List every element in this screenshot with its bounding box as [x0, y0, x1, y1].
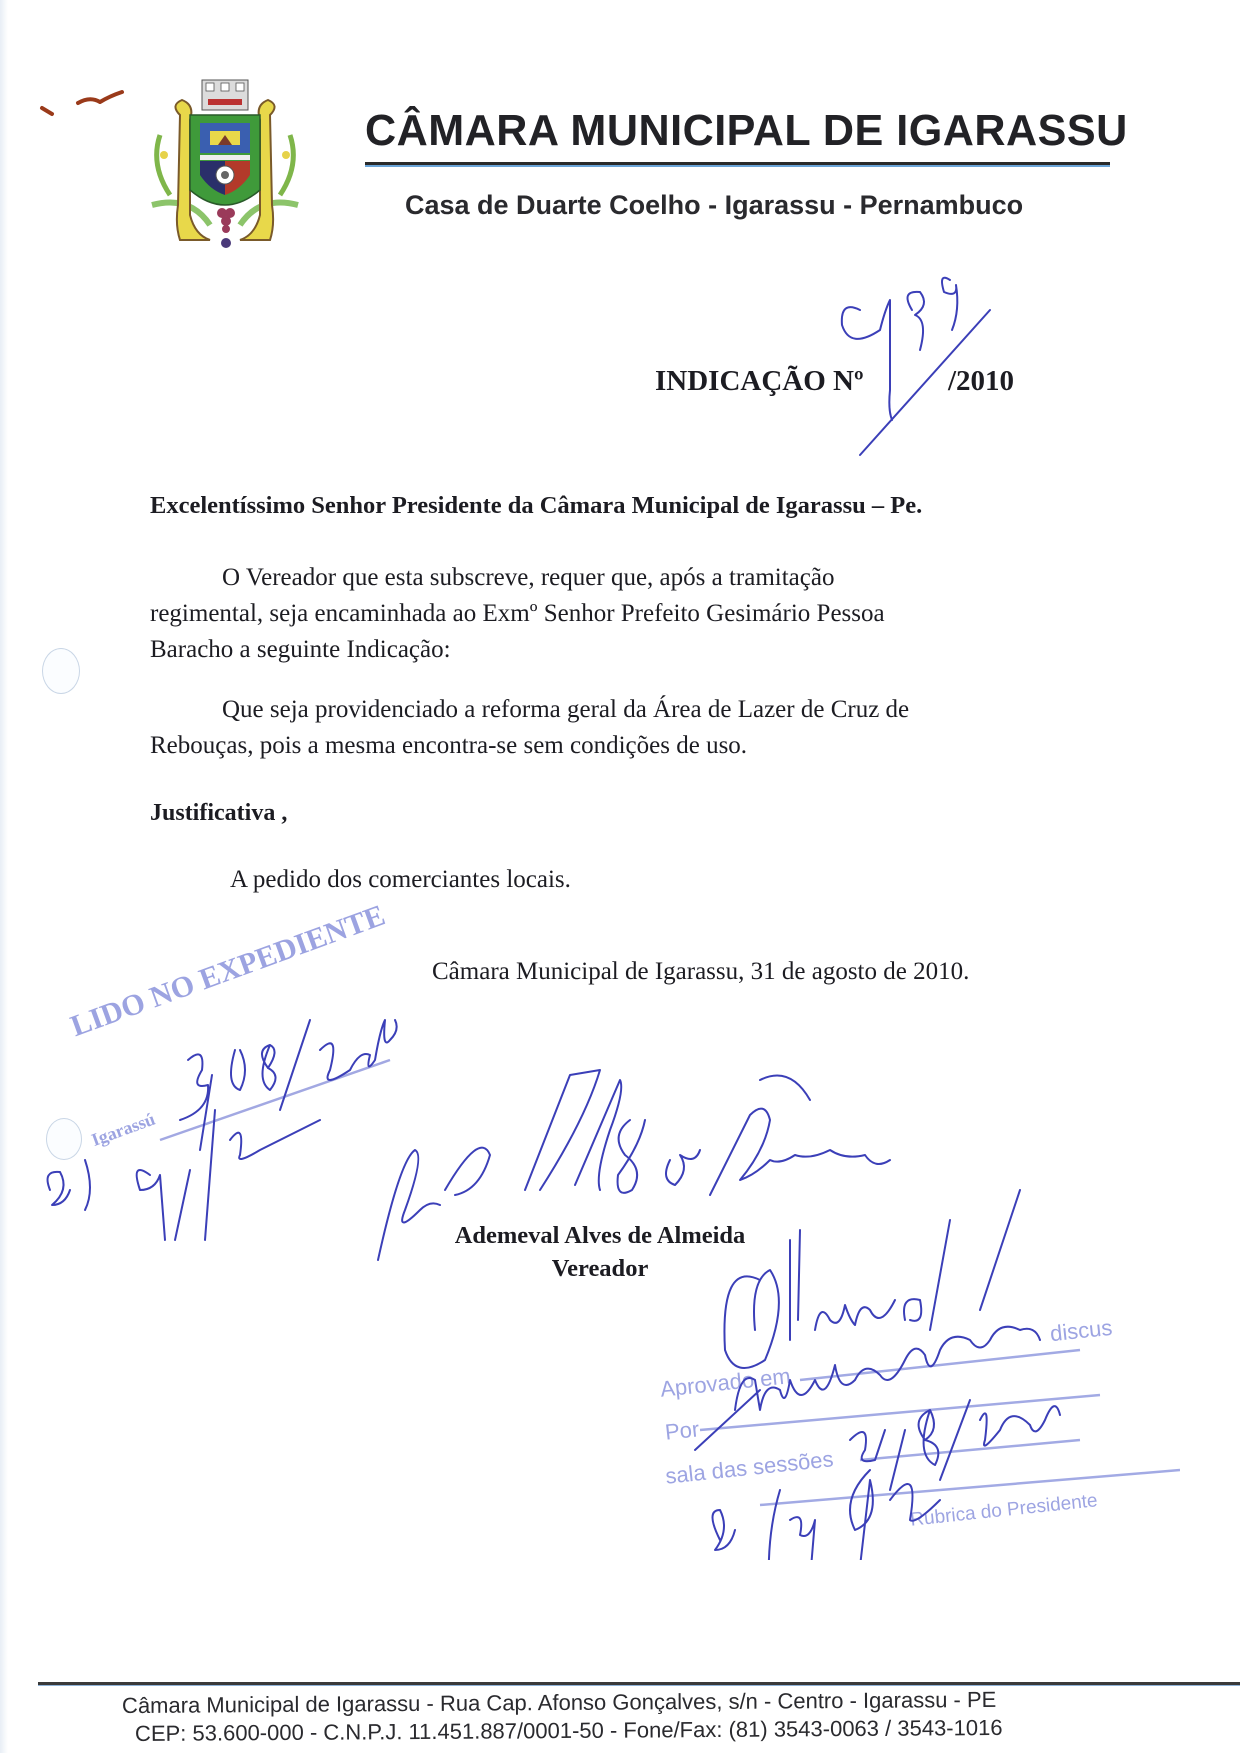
paragraph1-line2: regimental, seja encaminhada ao Exmº Senhor Prefeito Gesimário Pessoa: [150, 600, 885, 627]
approval-stamp-handwriting: [640, 1180, 1200, 1560]
approval-stamp-signature-label: Rubrica do Presidente: [909, 1490, 1099, 1531]
page-title: CÂMARA MUNICIPAL DE IGARASSU: [365, 106, 1128, 155]
paragraph1-line3: Baracho a seguinte Indicação:: [150, 636, 451, 663]
justification-heading: Justificativa ,: [150, 800, 288, 826]
paragraph2-line1: Que seja providenciado a reforma geral da Área de Lazer de Cruz de: [222, 696, 910, 723]
signatory-role: Vereador: [551, 1255, 649, 1282]
scan-edge: [0, 0, 8, 1753]
coat-of-arms-icon: [150, 75, 300, 250]
read-stamp-handwriting: [30, 990, 420, 1290]
date-line: Câmara Municipal de Igarassu, 31 de agosto de 2010.: [432, 958, 970, 985]
read-stamp-place: Igarassú: [88, 1108, 158, 1151]
footer-rule: [38, 1682, 1240, 1686]
justification-text: A pedido dos comerciantes locais.: [230, 866, 571, 893]
approval-stamp-session-label: sala das sessões: [664, 1446, 835, 1489]
punch-hole: [42, 648, 80, 694]
title-underline: [365, 162, 1110, 167]
page-subtitle: Casa de Duarte Coelho - Igarassu - Pernambuco: [405, 190, 1024, 220]
salutation: Excelentíssimo Senhor Presidente da Câmara Municipal de Igarassu – Pe.: [150, 492, 923, 519]
signatory-name: Ademeval Alves de Almeida: [454, 1222, 746, 1249]
footer-address: Câmara Municipal de Igarassu - Rua Cap. Afonso Gonçalves, s/n - Centro - Igarassu - PE: [121, 1686, 997, 1719]
read-stamp-title: LIDO NO EXPEDIENTE: [66, 898, 390, 1044]
paragraph2-line2: Rebouças, pois a mesma encontra-se sem condições de uso.: [150, 732, 748, 759]
approval-stamp-discussion-label: discus: [1048, 1314, 1114, 1347]
indicacao-label: INDICAÇÃO Nº: [655, 365, 864, 397]
footer-contact: CEP: 53.600-000 - C.N.P.J. 11.451.887/0001-50 - Fone/Fax: (81) 3543-0063 / 3543-1016: [134, 1714, 1003, 1747]
indicacao-year: /2010: [948, 365, 1015, 397]
ink-mark: [38, 78, 148, 123]
approval-stamp-by-label: Por: [663, 1416, 701, 1445]
approval-stamp-approved-label: Aprovado em: [658, 1363, 792, 1402]
handwritten-indicacao-number: [820, 270, 1010, 460]
paragraph1-line1: O Vereador que esta subscreve, requer que, após a tramitação: [222, 564, 835, 591]
